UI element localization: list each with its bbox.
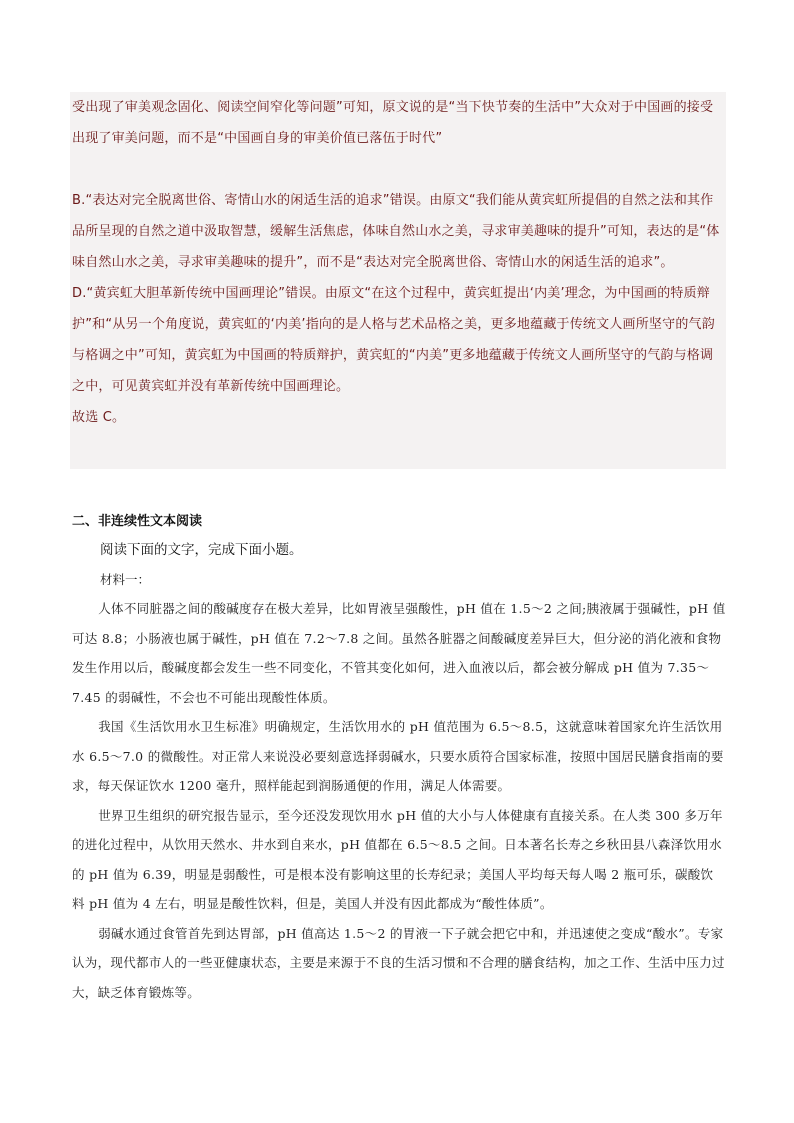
paragraph-gap — [70, 154, 726, 185]
material-paragraph: 弱碱水通过食管首先到达胃部，pH 值高达 1.5～2 的胃液一下子就会把它中和，并迅速使之变成“酸水”。专家认为，现代都市人的一些亚健康状态，主要是来源于不良的生活习惯和不合理的膳食结构，加之工作、生活中压力过大，缺乏体育锻炼等。 — [72, 925, 725, 1000]
answer-explanation-box — [70, 92, 726, 469]
reading-instruction: 阅读下面的文字，完成下面小题。 — [100, 542, 303, 558]
answer-conclusion: 故选 C。 — [72, 410, 126, 425]
material-paragraph: 我国《生活饮用水卫生标准》明确规定，生活饮用水的 pH 值范围为 6.5～8.5，这就意味着国家允许生活饮用水 6.5～7.0 的微酸性。对正常人来说没必要刻意选择弱碱水，只要水质符合国家标准，按照中国居民膳食指南的要求，每天保证饮水 1200 毫升，照样能起到润肠通便的作用，满足人体需要。 — [72, 719, 724, 793]
answer-paragraph-b: B.“表达对完全脱离世俗、寄情山水的闲适生活的追求”错误。由原文“我们能从黄宾虹所提倡的自然之法和其作品所呈现的自然之道中汲取智慧，缓解生活焦虑，体味自然山水之美，寻求审美趣味的提升”可知，表达的是“体味自然山水之美，寻求审美趣味的提升”，而不是“表达对完全脱离世俗、寄情山水的闲适生活的追求”。 — [72, 193, 720, 270]
material-paragraph: 世界卫生组织的研究报告显示，至今还没发现饮用水 pH 值的大小与人体健康有直接关系。在人类 300 多万年的进化过程中，从饮用天然水、井水到自来水，pH 值都在 6.5～8.5 之间。日本著名长寿之乡秋田县八森泽饮用水的 pH 值为 6.39，明显是弱酸性，可是根本没有影响这里的长寿纪录；美国人平均每天每人喝 2 瓶可乐，碳酸饮料 pH 值为 4 左右，明显是酸性饮料，但是，美国人并没有因此都成为“酸性体质”。 — [72, 807, 723, 911]
material-paragraph: 人体不同脏器之间的酸碱度存在极大差异，比如胃液呈强酸性，pH 值在 1.5～2 之间;胰液属于强碱性，pH 值可达 8.8；小肠液也属于碱性，pH 值在 7.2～7.8 之间。虽然各脏器之间酸碱度差异巨大，但分泌的消化液和食物发生作用以后，酸碱度都会发生一些不同变化，不管其变化如何，进入血液以后，都会被分解成 pH 值为 7.35～7.45 的弱碱性，不会也不可能出现酸性体质。 — [72, 601, 726, 705]
section-heading: 二、非连续性文本阅读 — [72, 514, 203, 529]
answer-paragraph-a: 受出现了审美观念固化、阅读空间窄化等问题”可知，原文说的是“当下快节奏的生活中”大众对于中国画的接受出现了审美问题，而不是“中国画自身的审美价值已落伍于时代” — [72, 100, 714, 146]
answer-paragraph-d: D.“黄宾虹大胆革新传统中国画理论”错误。由原文“在这个过程中，黄宾虹提出‘内美’理念，为中国画的特质辩护”和“从另一个角度说，黄宾虹的‘内美’指向的是人格与艺术品格之美，更多地蕴藏于传统文人画所坚守的气韵与格调之中”可知，黄宾虹为中国画的特质辩护，黄宾虹的“内美”更多地蕴藏于传统文人画所坚守的气韵与格调之中，可见黄宾虹并没有革新传统中国画理论。 — [72, 286, 715, 394]
material-label: 材料一： — [100, 572, 151, 587]
material-body — [72, 594, 726, 1007]
